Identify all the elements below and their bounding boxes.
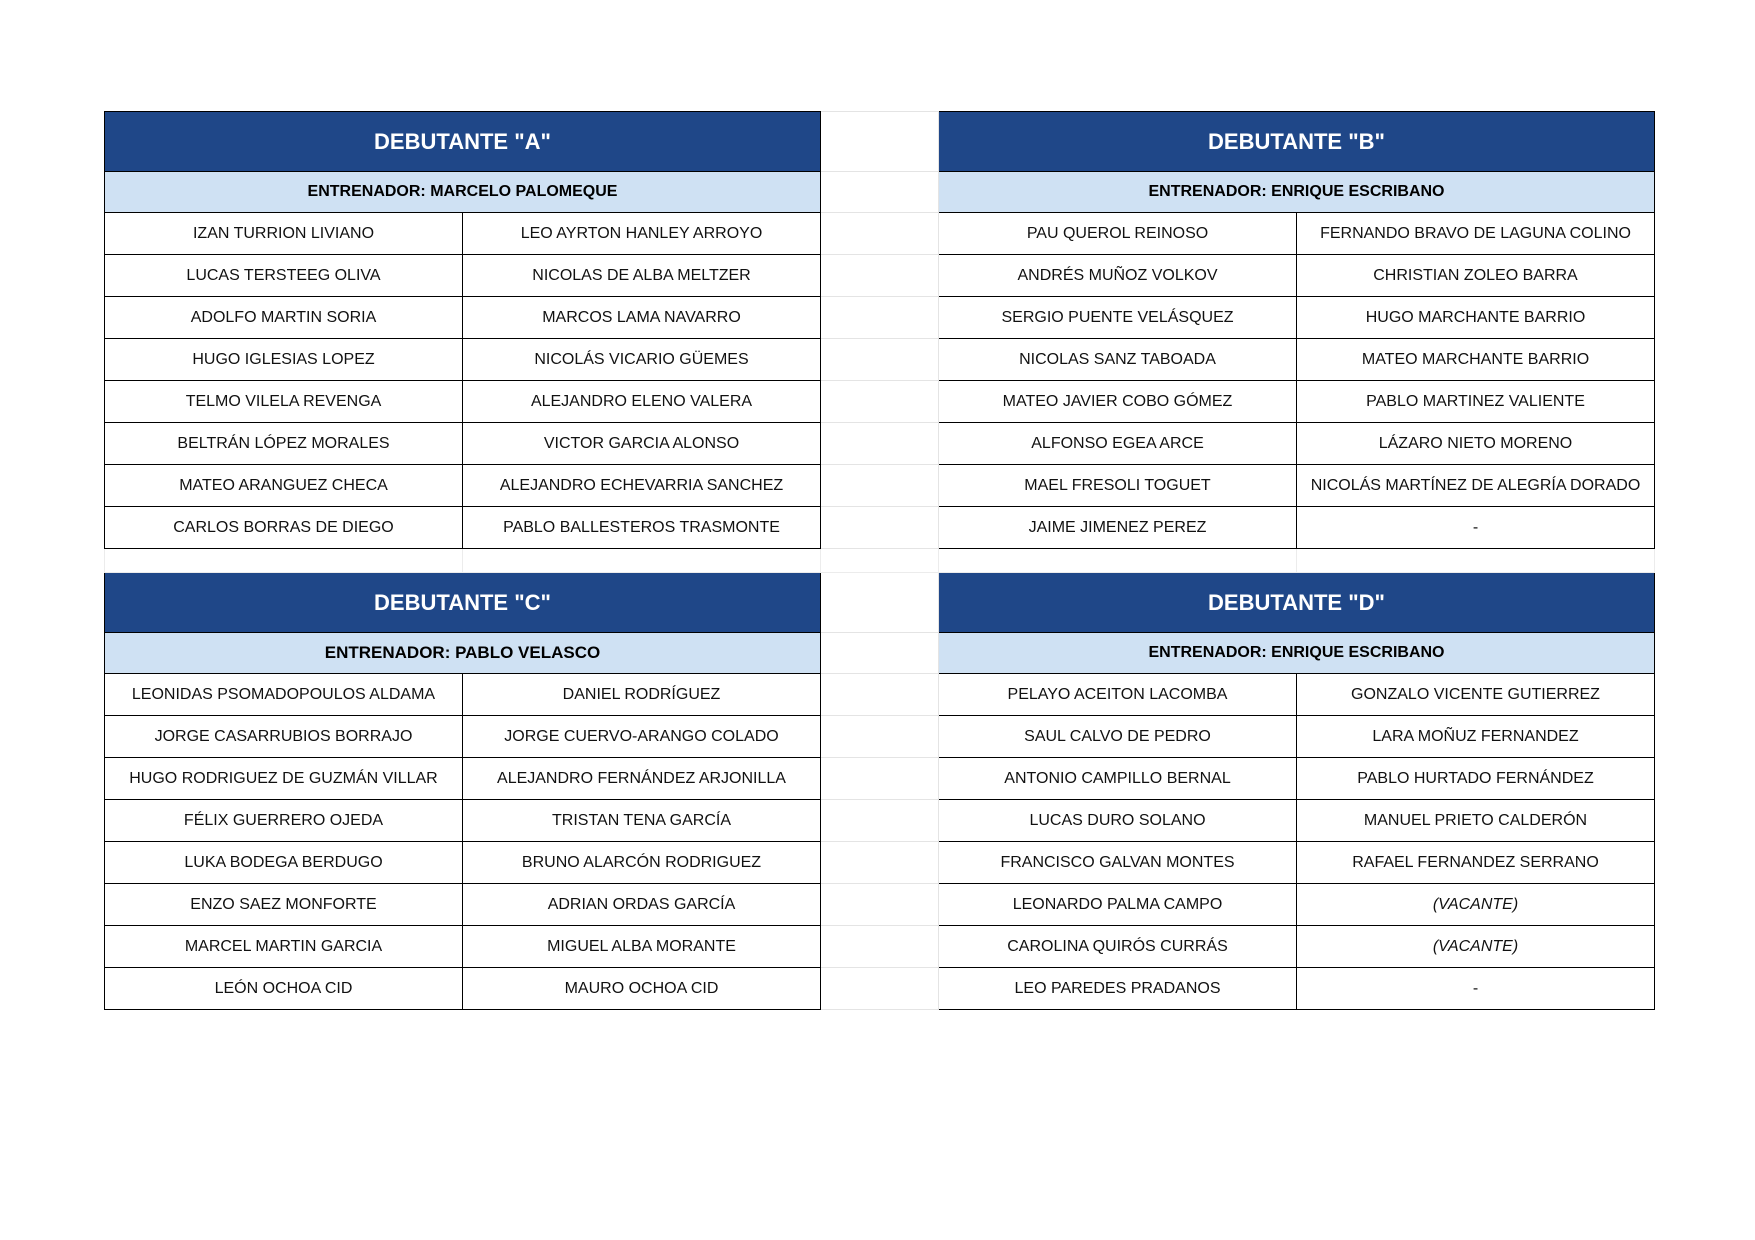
team-a-player: MARCOS LAMA NAVARRO <box>463 297 821 339</box>
team-a-player: ALEJANDRO ECHEVARRIA SANCHEZ <box>463 465 821 507</box>
team-a-player: LUCAS TERSTEEG OLIVA <box>105 255 463 297</box>
team-b-player: ALFONSO EGEA ARCE <box>939 423 1297 465</box>
team-c-player: MIGUEL ALBA MORANTE <box>463 926 821 968</box>
team-c-player: FÉLIX GUERRERO OJEDA <box>105 800 463 842</box>
team-b-player: PAU QUEROL REINOSO <box>939 213 1297 255</box>
team-c-title: DEBUTANTE "C" <box>105 573 821 633</box>
team-d-player: GONZALO VICENTE GUTIERREZ <box>1297 674 1655 716</box>
team-a-coach: ENTRENADOR: MARCELO PALOMEQUE <box>105 172 821 213</box>
team-c-player: ADRIAN ORDAS GARCÍA <box>463 884 821 926</box>
team-d-player: PABLO HURTADO FERNÁNDEZ <box>1297 758 1655 800</box>
team-a-player: BELTRÁN LÓPEZ MORALES <box>105 423 463 465</box>
team-b-player: PABLO MARTINEZ VALIENTE <box>1297 381 1655 423</box>
team-b-player: MATEO MARCHANTE BARRIO <box>1297 339 1655 381</box>
team-d-player: LUCAS DURO SOLANO <box>939 800 1297 842</box>
team-d-title: DEBUTANTE "D" <box>939 573 1655 633</box>
team-d-player: CAROLINA QUIRÓS CURRÁS <box>939 926 1297 968</box>
team-b-player: CHRISTIAN ZOLEO BARRA <box>1297 255 1655 297</box>
team-d-player: SAUL CALVO DE PEDRO <box>939 716 1297 758</box>
team-a-player: PABLO BALLESTEROS TRASMONTE <box>463 507 821 549</box>
team-b-player: MATEO JAVIER COBO GÓMEZ <box>939 381 1297 423</box>
team-c-player: BRUNO ALARCÓN RODRIGUEZ <box>463 842 821 884</box>
team-b-player: - <box>1297 507 1655 549</box>
team-c-player: JORGE CUERVO-ARANGO COLADO <box>463 716 821 758</box>
team-b-player: HUGO MARCHANTE BARRIO <box>1297 297 1655 339</box>
team-b-player: ANDRÉS MUÑOZ VOLKOV <box>939 255 1297 297</box>
team-b-player: NICOLÁS MARTÍNEZ DE ALEGRÍA DORADO <box>1297 465 1655 507</box>
team-b-player: JAIME JIMENEZ PEREZ <box>939 507 1297 549</box>
team-b-coach: ENTRENADOR: ENRIQUE ESCRIBANO <box>939 172 1655 213</box>
team-b-player: LÁZARO NIETO MORENO <box>1297 423 1655 465</box>
team-a-player: NICOLÁS VICARIO GÜEMES <box>463 339 821 381</box>
team-d-player: PELAYO ACEITON LACOMBA <box>939 674 1297 716</box>
team-a-player: VICTOR GARCIA ALONSO <box>463 423 821 465</box>
team-a-player: HUGO IGLESIAS LOPEZ <box>105 339 463 381</box>
team-d-player: RAFAEL FERNANDEZ SERRANO <box>1297 842 1655 884</box>
team-a-player: ALEJANDRO ELENO VALERA <box>463 381 821 423</box>
team-c-player: LEONIDAS PSOMADOPOULOS ALDAMA <box>105 674 463 716</box>
team-d-player: MANUEL PRIETO CALDERÓN <box>1297 800 1655 842</box>
team-a-player: ADOLFO MARTIN SORIA <box>105 297 463 339</box>
team-c-player: HUGO RODRIGUEZ DE GUZMÁN VILLAR <box>105 758 463 800</box>
team-d-player: ANTONIO CAMPILLO BERNAL <box>939 758 1297 800</box>
team-d-player: FRANCISCO GALVAN MONTES <box>939 842 1297 884</box>
team-a-player: LEO AYRTON HANLEY ARROYO <box>463 213 821 255</box>
team-a-player: CARLOS BORRAS DE DIEGO <box>105 507 463 549</box>
team-a-player: TELMO VILELA REVENGA <box>105 381 463 423</box>
team-c-player: LEÓN OCHOA CID <box>105 968 463 1010</box>
roster-sheet <box>104 111 1655 1010</box>
team-b-title: DEBUTANTE "B" <box>939 112 1655 172</box>
team-d-player: LEONARDO PALMA CAMPO <box>939 884 1297 926</box>
team-a-player: IZAN TURRION LIVIANO <box>105 213 463 255</box>
team-d-vacancy: (VACANTE) <box>1297 884 1655 926</box>
team-a-player: MATEO ARANGUEZ CHECA <box>105 465 463 507</box>
team-c-player: TRISTAN TENA GARCÍA <box>463 800 821 842</box>
team-a-player: NICOLAS DE ALBA MELTZER <box>463 255 821 297</box>
team-c-player: JORGE CASARRUBIOS BORRAJO <box>105 716 463 758</box>
team-c-player: ENZO SAEZ MONFORTE <box>105 884 463 926</box>
team-b-player: NICOLAS SANZ TABOADA <box>939 339 1297 381</box>
team-c-coach: ENTRENADOR: PABLO VELASCO <box>105 633 821 674</box>
team-a-title: DEBUTANTE "A" <box>105 112 821 172</box>
team-d-player: LEO PAREDES PRADANOS <box>939 968 1297 1010</box>
team-c-player: LUKA BODEGA BERDUGO <box>105 842 463 884</box>
team-d-player: LARA MOÑUZ FERNANDEZ <box>1297 716 1655 758</box>
team-b-player: FERNANDO BRAVO DE LAGUNA COLINO <box>1297 213 1655 255</box>
team-b-player: MAEL FRESOLI TOGUET <box>939 465 1297 507</box>
team-c-player: MARCEL MARTIN GARCIA <box>105 926 463 968</box>
team-d-player: - <box>1297 968 1655 1010</box>
team-b-player: SERGIO PUENTE VELÁSQUEZ <box>939 297 1297 339</box>
team-c-player: ALEJANDRO FERNÁNDEZ ARJONILLA <box>463 758 821 800</box>
team-c-player: MAURO OCHOA CID <box>463 968 821 1010</box>
team-d-vacancy: (VACANTE) <box>1297 926 1655 968</box>
team-d-coach: ENTRENADOR: ENRIQUE ESCRIBANO <box>939 633 1655 674</box>
team-c-player: DANIEL RODRÍGUEZ <box>463 674 821 716</box>
